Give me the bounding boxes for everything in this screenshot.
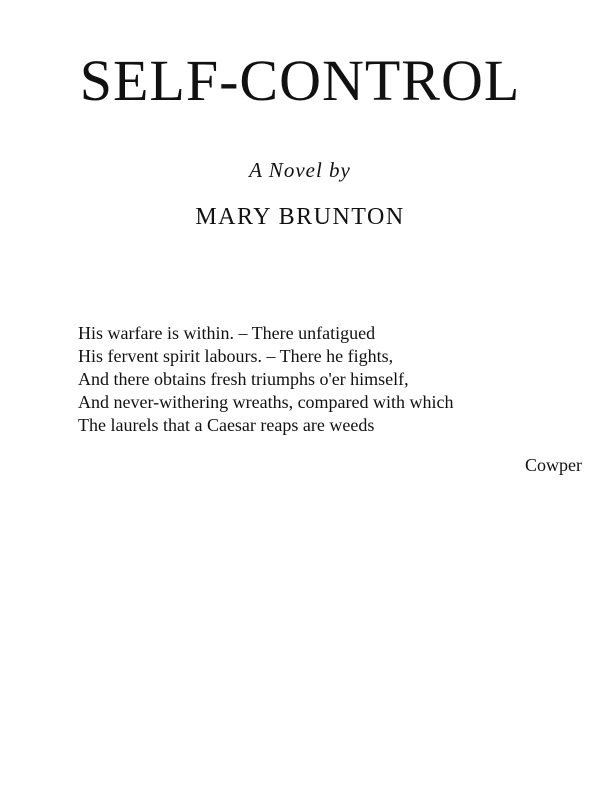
book-title: SELF-CONTROL: [79, 48, 521, 113]
epigraph-line: His fervent spirit labours. – There he fights,: [78, 346, 394, 366]
author-name: MARY BRUNTON: [195, 204, 405, 230]
epigraph-line: The laurels that a Caesar reaps are weeds: [78, 415, 375, 435]
epigraph-line: His warfare is within. – There unfatigued: [78, 323, 376, 343]
byline: A Novel by: [249, 158, 351, 182]
epigraph: [78, 322, 578, 437]
epigraph-attribution: Cowper: [525, 455, 582, 475]
epigraph-line: And never-withering wreaths, compared with which: [78, 392, 454, 412]
epigraph-line: And there obtains fresh triumphs o'er himself,: [78, 369, 409, 389]
